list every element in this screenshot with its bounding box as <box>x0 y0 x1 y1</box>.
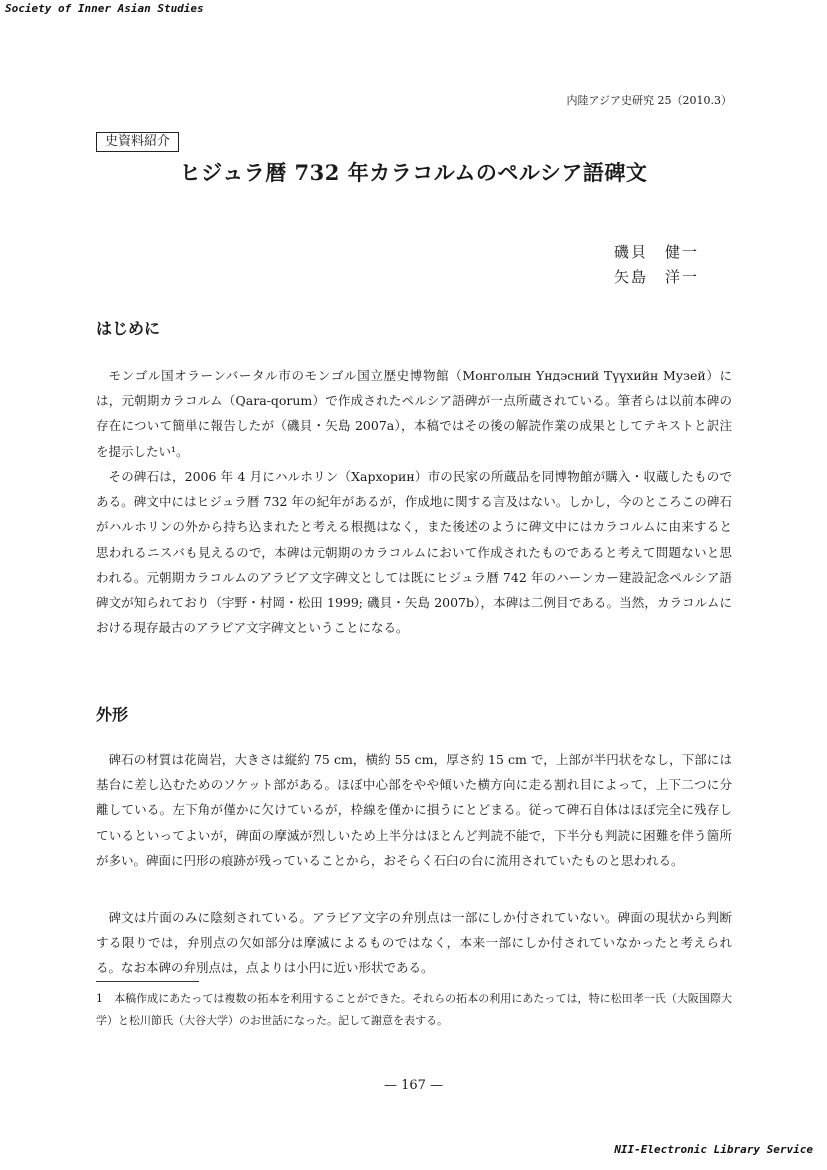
paragraph: 碑文は片面のみに陰刻されている。アラビア文字の弁別点は一部にしか付されていない。碑面の現状から判断する限りでは，弁別点の欠如部分は摩滅によるものではなく，本来一部にしか付されていなかったと考えられる。なお本碑の弁別点は，点よりは小円に近い形状である。 <box>96 910 732 976</box>
article-title: ヒジュラ暦 732 年カラコルムのペルシア語碑文 <box>179 160 648 185</box>
author-1: 磯貝 健一 <box>614 243 700 261</box>
section-heading-appearance: 外形 <box>96 705 129 724</box>
society-header: Society of Inner Asian Studies <box>5 2 204 15</box>
paragraph: 碑石の材質は花崗岩，大きさは縦約 75 cm，横約 55 cm，厚さ約 15 cm で，上部が半円状をなし，下部には基台に差し込むためのソケット部がある。ほぼ中心部をやや傾いた横方向に走る割れ目によって，上下二つに分離している。左下角が僅かに欠けているが，枠線を僅かに損うにとどまる。従って碑石自体はほぼ完全に残存しているといってよいが，碑面の摩滅が烈しいため上半分はほとんど判読不能で，下半分も判読に困難を伴う箇所が多い。碑面に円形の痕跡が残っていることから，おそらく石臼の台に流用されていたものと思われる。 <box>96 752 732 868</box>
paragraph: モンゴル国オラーンバータル市のモンゴル国立歴史博物館（Монголын Үндэсний Түүхийн Музей）には，元朝期カラコルム（Qara-qorum）で作成されたペルシア語碑が一点所蔵されている。筆者らは以前本碑の存在について簡単に報告したが（磯貝・矢島 2007a），本稿ではその後の解読作業の成果としてテキストと訳注を提示したい¹。 <box>96 368 732 459</box>
section-heading-intro: はじめに <box>96 319 161 338</box>
footnote: 1 本稿作成にあたっては複数の拓本を利用することができた。それらの拓本の利用にあたっては，特に松田孝一氏（大阪国際大学）と松川節氏（大谷大学）のお世話になった。記して謝意を表する。 <box>96 992 732 1027</box>
page-number: — 167 — <box>383 1078 444 1093</box>
category-label: 史資料紹介 <box>96 132 179 152</box>
paragraph: その碑石は，2006 年 4 月にハルホリン（Хархорин）市の民家の所蔵品を同博物館が購入・収蔵したものである。碑文中にはヒジュラ暦 732 年の紀年があるが，作成地に関する言及はない。しかし，今のところこの碑石がハルホリンの外から持ち込まれたと考える根拠はなく，また後述のように碑文中にはカラコルムに由来すると思われるニスバも見えるので，本碑は元朝期のカラコルムにおいて作成されたものであると考えて問題ないと思われる。元朝期カラコルムのアラビア文字碑文としては既にヒジュラ暦 742 年のハーンカー建設記念ペルシア語碑文が知られており（宇野・村岡・松田 1999; 磯貝・矢島 2007b），本碑は二例目である。当然，カラコルムにおける現存最古のアラビア文字碑文ということになる。 <box>96 469 732 636</box>
nii-footer: NII-Electronic Library Service <box>614 1143 813 1156</box>
journal-citation: 内陸アジア史研究 25（2010.3） <box>566 94 732 107</box>
author-2: 矢島 洋一 <box>614 268 700 286</box>
footnote-divider <box>96 981 199 982</box>
